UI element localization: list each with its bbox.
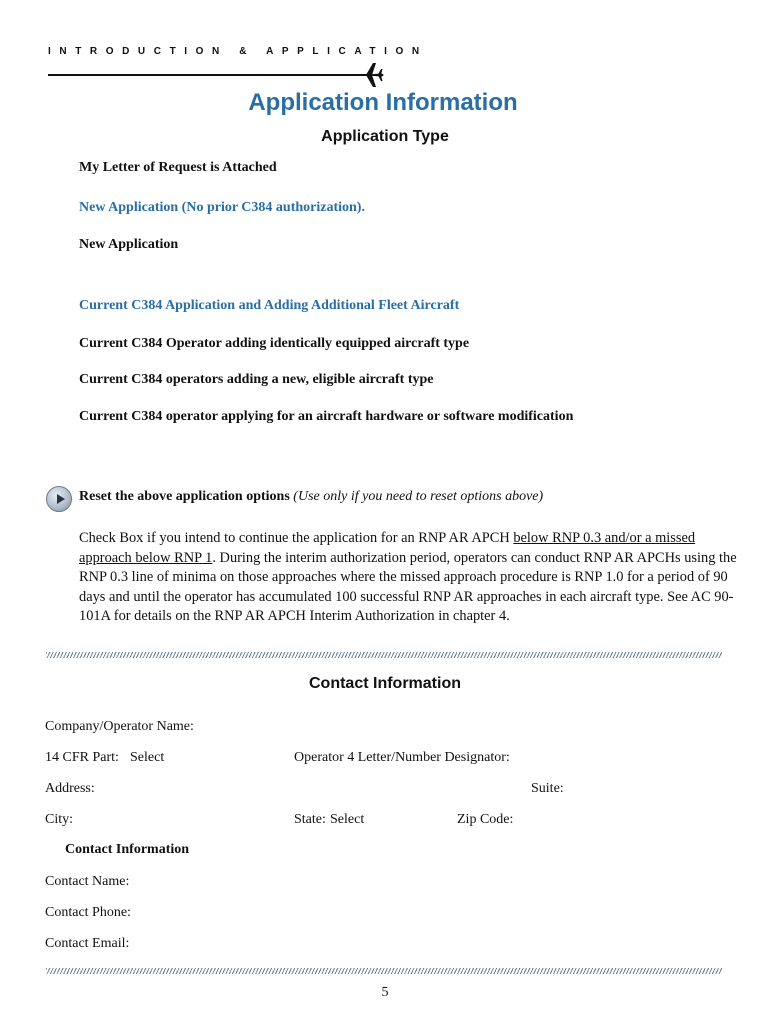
reset-hint: (Use only if you need to reset options above) [293,489,544,504]
page-title-text: Application Information [248,89,518,116]
header-rule [48,74,370,76]
cfr-part-select[interactable]: Select [130,750,165,765]
zip-code-label: Zip Code: [457,812,514,827]
state-select[interactable]: Select [330,812,365,827]
option-letter-attached[interactable]: My Letter of Request is Attached [79,160,277,175]
reset-label: Reset the above application options [79,489,290,504]
option-group-current-c384: Current C384 Application and Adding Additional Fleet Aircraft [79,298,460,313]
reset-button[interactable] [46,486,72,512]
rnp-checkbox-paragraph[interactable] [79,529,739,627]
contact-name-label: Contact Name: [45,874,130,889]
company-name-label: Company/Operator Name: [45,719,194,734]
page-number: 5 [381,985,389,1000]
application-type-heading: Application Type [321,128,449,145]
address-label: Address: [45,781,95,796]
section-header-label: INTRODUCTION & APPLICATION [48,46,428,57]
page-title [0,89,770,117]
option-new-application[interactable]: New Application [79,237,179,252]
option-new-aircraft-type[interactable]: Current C384 operators adding a new, eligible aircraft type [79,372,434,387]
designator-label: Operator 4 Letter/Number Designator: [294,750,510,765]
contact-heading: Contact Information [309,675,461,692]
reset-text [79,489,543,505]
rnp-text-part1: Check Box if you intend to continue the application for an RNP AR APCH [79,530,514,546]
rnp-underlined-text: below RNP 0.3 and/or a missed approach below RNP 1 [79,530,696,566]
suite-label: Suite: [531,781,564,796]
cfr-part-label: 14 CFR Part: [45,750,119,765]
option-hardware-software-mod[interactable]: Current C384 operator applying for an aircraft hardware or software modification [79,409,574,424]
contact-subheading: Contact Information [65,842,190,857]
option-group-new-application: New Application (No prior C384 authorization). [79,200,365,215]
section-divider [46,652,722,658]
option-identical-aircraft[interactable]: Current C384 Operator adding identically equipped aircraft type [79,336,470,351]
bottom-divider [46,968,722,974]
city-label: City: [45,812,74,827]
state-label: State: [294,812,326,827]
rnp-text-part2: . During the interim authorization period, operators can conduct RNP AR APCHs using the RNP 0.3 line of minima on those approaches where the missed approach procedure is RNP 1.0 for a period of 90 days and until the operator has accumulated 100 successful RNP AR approaches in each aircraft type. See AC 90-101A for details on the RNP AR APCH Interim Authorization in chapter 4. [79,549,737,624]
contact-email-label: Contact Email: [45,936,130,951]
contact-phone-label: Contact Phone: [45,905,131,920]
airplane-icon [356,60,386,90]
